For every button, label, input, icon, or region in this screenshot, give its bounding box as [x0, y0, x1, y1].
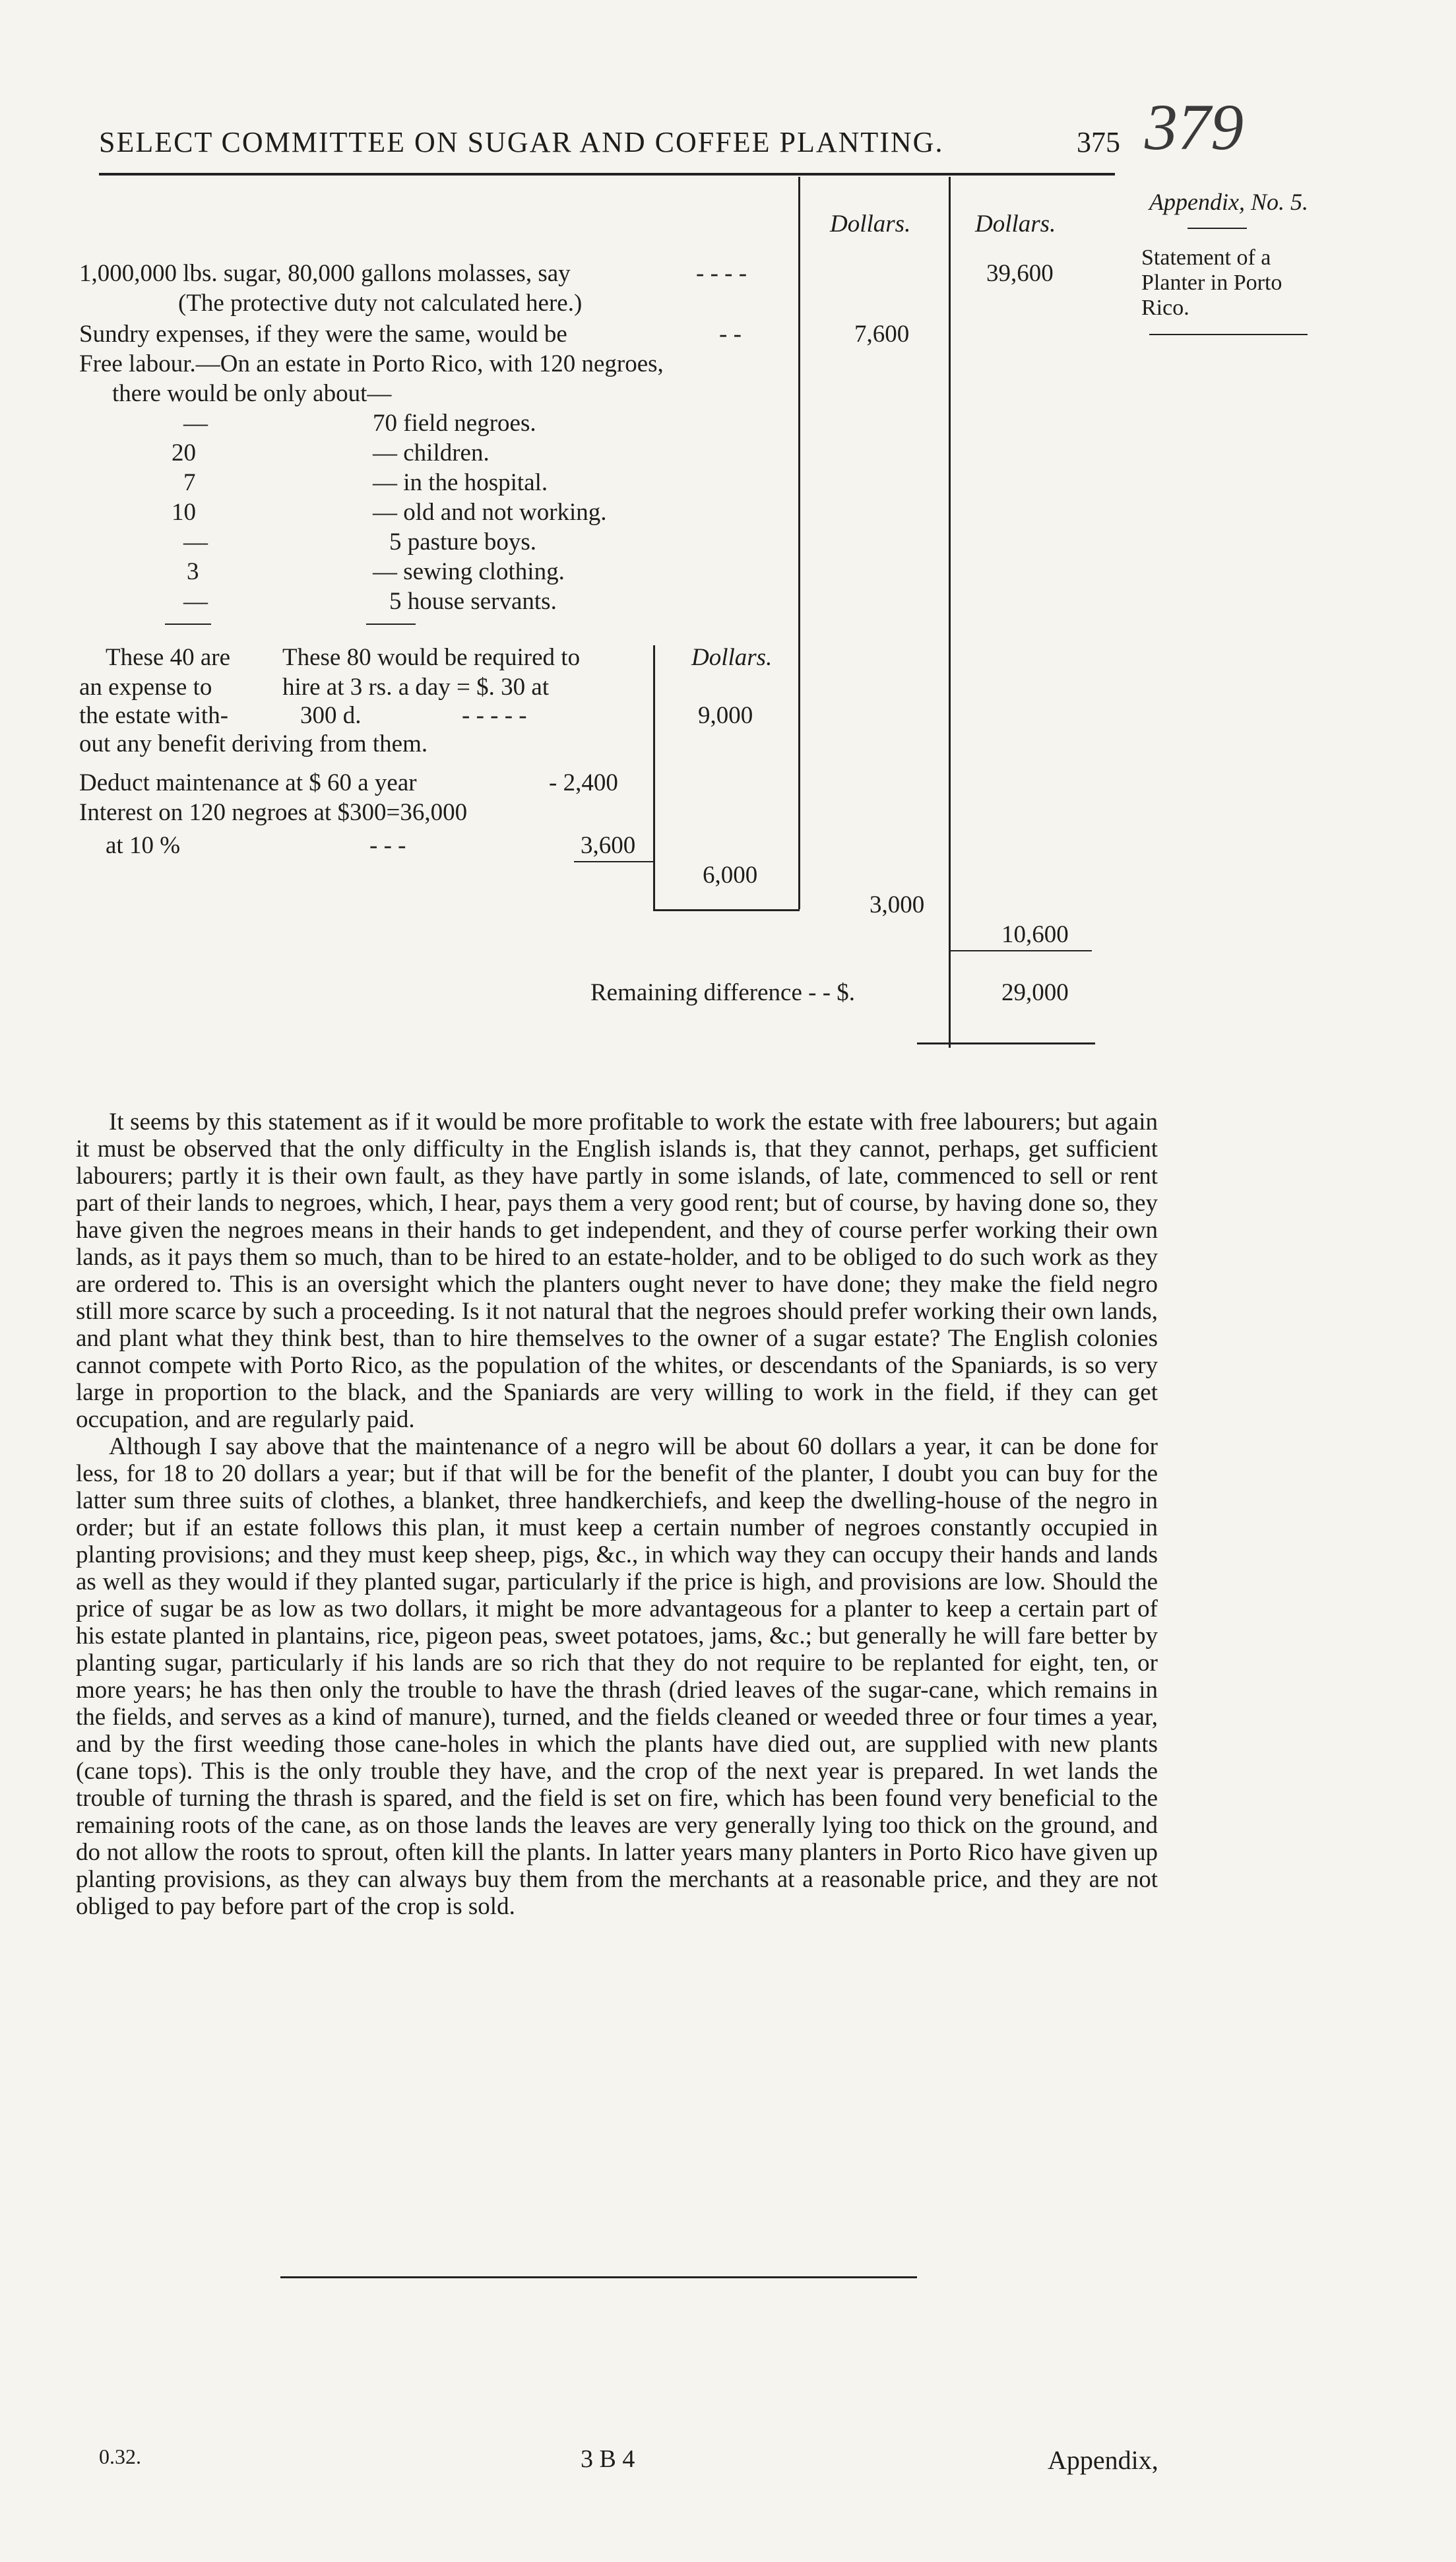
left-note-2: an expense to [79, 674, 212, 701]
sugar-dots: - - - - [696, 260, 747, 287]
breakdown-desc: — in the hospital. [373, 469, 548, 496]
appendix-label: Appendix, No. 5. [1149, 189, 1308, 215]
footer-catchword: Appendix, [1048, 2445, 1158, 2475]
breakdown-count: 7 [183, 469, 196, 496]
sugar-value: 39,600 [986, 260, 1054, 287]
breakdown-desc: 70 field negroes. [373, 410, 536, 437]
sundry-line: Sundry expenses, if they were the same, would be [79, 321, 567, 348]
dollars-header-2: Dollars. [975, 210, 1056, 238]
breakdown-desc: — old and not working. [373, 499, 607, 526]
left-note-4: out any benefit deriving from them. [79, 730, 428, 757]
sum-rule-3000 [653, 909, 800, 911]
handwritten-folio: 379 [1145, 90, 1244, 164]
inner-dollars-header: Dollars. [691, 644, 773, 671]
mid-note-3: 300 d. [300, 702, 362, 729]
table-col-rule-1 [798, 177, 800, 909]
running-title: SELECT COMMITTEE ON SUGAR AND COFFEE PLANTING. [99, 126, 944, 158]
remaining-rule [917, 1042, 1095, 1044]
sum-value-6000: 6,000 [703, 862, 758, 889]
breakdown-desc: 5 pasture boys. [389, 528, 536, 556]
remaining-difference-value: 29,000 [1001, 979, 1069, 1006]
remaining-difference-label: Remaining difference - - $. [590, 979, 856, 1006]
sum-rule-10600 [950, 950, 1092, 951]
sundry-dots: - - [719, 321, 742, 348]
left-note-1: These 40 are [106, 644, 231, 671]
difference-value-3000: 3,000 [870, 891, 925, 918]
sidebar-rule-top [1187, 228, 1247, 229]
sidebar-description-1: Statement of a [1141, 245, 1271, 270]
table-inner-rule [653, 645, 655, 909]
body-text [76, 1108, 1158, 1920]
breakdown-count: — [183, 410, 208, 437]
protective-duty-note: (The protective duty not calculated here.) [178, 290, 583, 317]
inner-value-9000: 9,000 [698, 702, 753, 729]
mid-note-2: hire at 3 rs. a day = $. 30 at [282, 674, 550, 701]
body-paragraph-1: It seems by this statement as if it would be more profitable to work the estate with free labourers; but again it must be observed that the only difficulty in the English islands is, that they cannot, perhaps, get sufficient labourers; partly it is their own fault, as they have partly in some islands, of late, commenced to sell or rent part of their lands to negroes, which, I hear, pays them a very good rent; but of course, by having done so, they have given the negroes means in their hands to get independent, and they of course perfer working their own lands, as it pays them so much, than to be hired to an estate-holder, and to be obliged to do such work as they are ordered to. This is an oversight which the planters ought never to have done; they make the field negro still more scarce by such a proceeding. Is it not natural that the negroes should prefer working their own lands, and plant what they think best, than to hire themselves to the owner of a sugar estate? The English colonies cannot compete with Porto Rico, as the population of the whites, or descendants of the Spaniards, is so very large in proportion to the black, and the Spaniards are very willing to work in the field, if they can get occupation, and are regularly paid. [76, 1108, 1158, 1433]
sundry-value: 7,600 [854, 321, 910, 348]
sidebar-description-2: Planter in Porto [1141, 271, 1282, 295]
breakdown-count: — [183, 528, 208, 556]
breakdown-count: 3 [187, 558, 199, 585]
total-value-10600: 10,600 [1001, 921, 1069, 948]
sidebar-description-3: Rico. [1141, 296, 1189, 320]
left-note-3: the estate with- [79, 702, 229, 729]
header-rule [99, 173, 1115, 176]
table-col-rule-2 [949, 177, 951, 1048]
deduct-line: Deduct maintenance at $ 60 a year [79, 769, 417, 796]
sum-rule-6000 [574, 861, 653, 862]
mid-note-1: These 80 would be required to [282, 644, 581, 671]
breakdown-count: — [183, 588, 208, 615]
interest-value: 3,600 [581, 832, 636, 859]
free-labour-line: Free labour.—On an estate in Porto Rico, with 120 negroes, [79, 350, 664, 377]
mid-note-dots: - - - - - [462, 702, 527, 729]
sidebar-rule-bottom [1149, 334, 1308, 335]
breakdown-count: 20 [172, 439, 196, 466]
interest-line: Interest on 120 negroes at $300=36,000 [79, 799, 468, 826]
closing-rule [280, 2276, 917, 2278]
page-number: 375 [1077, 126, 1120, 158]
footer-left: 0.32. [99, 2445, 141, 2468]
breakdown-desc: 5 house servants. [389, 588, 557, 615]
breakdown-desc: — children. [373, 439, 490, 466]
body-paragraph-2: Although I say above that the maintenance of a negro will be about 60 dollars a year, it can be done for less, for 18 to 20 dollars a year; but if that will be for the benefit of the planter, I doubt you can buy for the latter sum three suits of clothes, a blanket, three handkerchiefs, and keep the dwelling-house of the negro in order; but if an estate follows this plan, it must keep a certain number of negroes constantly occupied in planting provisions; and they must keep sheep, pigs, &c., in which way they can occupy their hands and lands as well as they would if they planted sugar, particularly if the price is high, and provisions are low. Should the price of sugar be as low as two dollars, it might be more advantageous for a planter to keep a certain part of his estate planted in plantains, rice, pigeon peas, sweet potatoes, jams, &c.; but generally he will fare better by planting sugar, particularly if his lands are so rich that they do not require to be replanted for eight, ten, or more years; he has then only the trouble to have the thrash (dried leaves of the sugar-cane, which remains in the fields, and serves as a kind of manure), turned, and the fields cleaned or weeded three or four times a year, and by the first weeding those cane-holes in which the plants have died out, are supplied with new plants (cane tops). This is the only trouble they have, and the crop of the next year is prepared. In wet lands the trouble of turning the thrash is spared, and the field is set on fire, which has been found very beneficial to the remaining roots of the cane, as on those lands the leaves are very generally lying too thick on the ground, and do not allow the roots to sprout, often kill the plants. In latter years many planters in Porto Rico have given up planting provisions, as they can always buy them from the merchants at a reasonable price, and they are not obliged to pay before part of the crop is sold. [76, 1433, 1158, 1920]
breakdown-rule-right [366, 624, 416, 625]
footer-signature: 3 B 4 [581, 2445, 635, 2473]
breakdown-desc: — sewing clothing. [373, 558, 565, 585]
interest-at: at 10 % [106, 832, 181, 859]
breakdown-count: 10 [172, 499, 196, 526]
only-about-line: there would be only about— [112, 380, 392, 407]
breakdown-rule-left [165, 624, 211, 625]
interest-dots: - - - [369, 832, 406, 859]
sugar-line: 1,000,000 lbs. sugar, 80,000 gallons molasses, say [79, 260, 571, 287]
deduct-value: - 2,400 [549, 769, 618, 796]
dollars-header-1: Dollars. [830, 210, 911, 238]
